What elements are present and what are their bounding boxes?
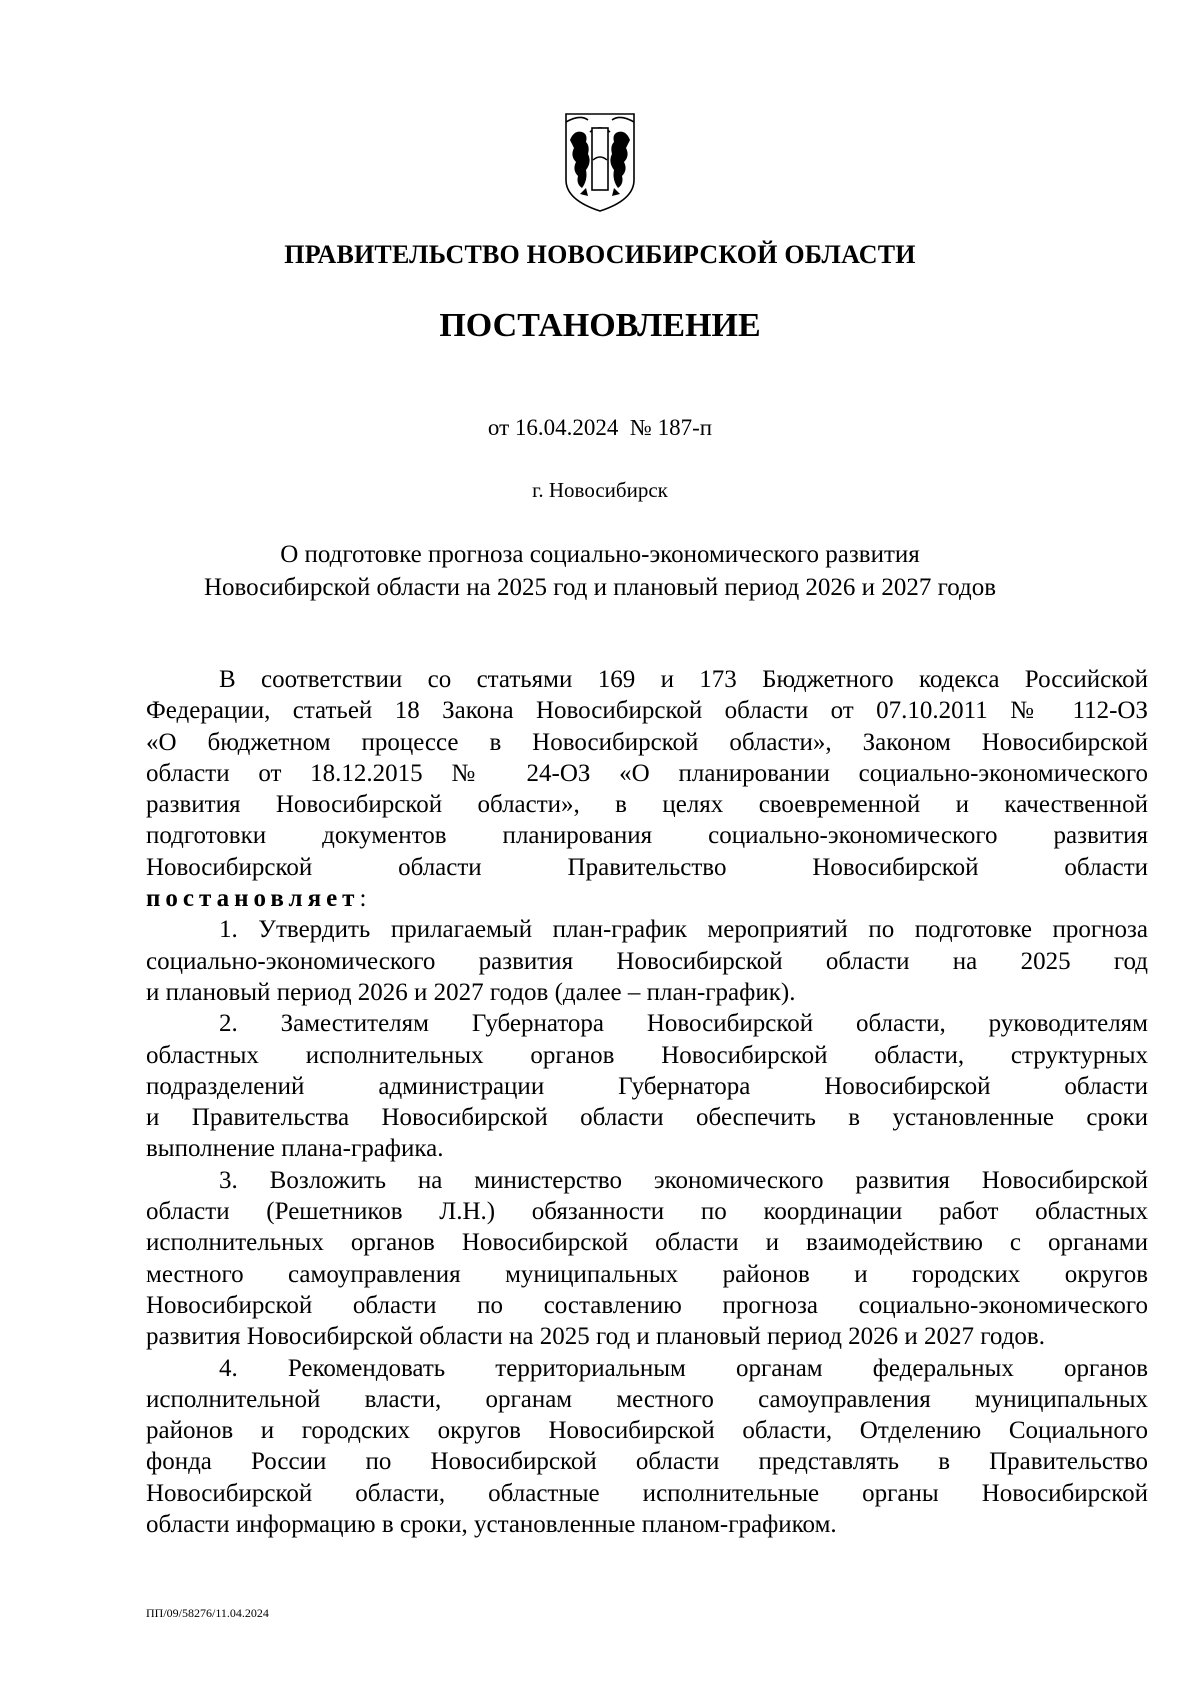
document-body (146, 664, 1148, 1540)
coat-of-arms-icon (560, 110, 640, 213)
body-line: подготовки документов планирования социально-экономического развития (146, 822, 1148, 850)
item-3-line: развития Новосибирской области на 2025 год и плановый период 2026 и 2027 годов. (146, 1323, 1045, 1351)
item-3-line: исполнительных органов Новосибирской области и взаимодействию с органами (146, 1229, 1148, 1257)
decree-line (146, 883, 1148, 914)
item-1-line: 1. Утвердить прилагаемый план-график мероприятий по подготовке прогноза (219, 916, 1148, 944)
item-2-line: и Правительства Новосибирской области обеспечить в установленные сроки (146, 1104, 1148, 1132)
item-3-line: Новосибирской области по составлению прогноза социально-экономического (146, 1291, 1148, 1319)
body-line: Федерации, статьей 18 Закона Новосибирской области от 07.10.2011 № 112-ОЗ (146, 697, 1148, 725)
item-1-line: социально-экономического развития Новосибирской области на 2025 год (146, 947, 1148, 975)
item-1-line: и плановый период 2026 и 2027 годов (далее – план-график). (146, 978, 796, 1006)
body-line: развития Новосибирской области», в целях своевременной и качественной (146, 791, 1148, 819)
item-4-line: Новосибирской области, областные исполнительные органы Новосибирской (146, 1479, 1148, 1507)
item-3-line: области (Решетников Л.Н.) обязанности по координации работ областных (146, 1198, 1148, 1226)
item-2-line: 2. Заместителям Губернатора Новосибирской области, руководителям (219, 1010, 1148, 1038)
document-number: от 16.04.2024 № 187-п (487, 415, 713, 440)
item-4-line: районов и городских округов Новосибирской области, Отделению Социального (146, 1417, 1148, 1445)
subject-line: Новосибирской области на 2025 год и плановый период 2026 и 2027 годов (203, 574, 997, 601)
item-3-line: 3. Возложить на министерство экономического развития Новосибирской (219, 1166, 1148, 1194)
document-type: ПОСТАНОВЛЕНИЕ (439, 307, 761, 344)
item-4-line: исполнительной власти, органам местного самоуправления муниципальных (146, 1385, 1148, 1413)
body-line: области от 18.12.2015 № 24-ОЗ «О планировании социально-экономического (146, 759, 1148, 787)
document-subject (0, 538, 1200, 604)
body-line: В соответствии со статьями 169 и 173 Бюджетного кодекса Российской (219, 666, 1148, 693)
body-line: «О бюджетном процессе в Новосибирской области», Законом Новосибирской (146, 728, 1148, 756)
body-line: Новосибирской области Правительство Новосибирской области (146, 853, 1148, 881)
item-4-line: фонда России по Новосибирской области представлять в Правительство (146, 1448, 1148, 1476)
item-4-line: 4. Рекомендовать территориальным органам федеральных органов (219, 1354, 1148, 1382)
document-city: г. Новосибирск (532, 478, 668, 502)
government-name: ПРАВИТЕЛЬСТВО НОВОСИБИРСКОЙ ОБЛАСТИ (284, 240, 916, 269)
item-2-line: областных исполнительных органов Новосибирской области, структурных (146, 1041, 1148, 1069)
item-3-line: местного самоуправления муниципальных районов и городских округов (146, 1260, 1148, 1288)
document-registration-code: ПП/09/58276/11.04.2024 (146, 1606, 269, 1620)
decree-word: постановляет (146, 885, 360, 913)
item-2-line: подразделений администрации Губернатора Новосибирской области (146, 1072, 1148, 1100)
decree-colon: : (359, 885, 367, 913)
item-4-line: области информацию в сроки, установленные планом-графиком. (146, 1511, 837, 1539)
item-2-line: выполнение плана-графика. (146, 1135, 444, 1163)
subject-line: О подготовке прогноза социально-экономического развития (280, 541, 920, 568)
